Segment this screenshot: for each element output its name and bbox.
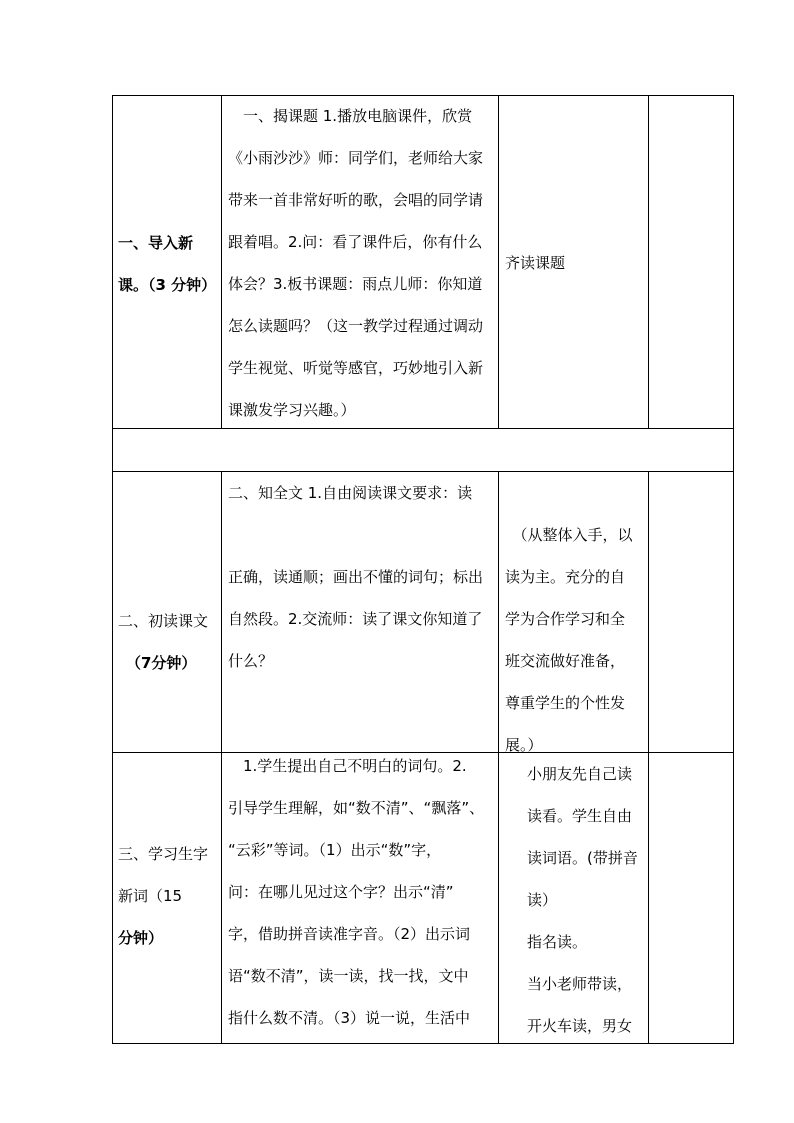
- activity-text: 语“数不清”，读一读，找一找，文中: [228, 967, 469, 985]
- student-text: （从整体入手，以: [505, 526, 633, 544]
- student-text: 读为主。充分的自: [505, 568, 626, 586]
- table-rule: [733, 95, 734, 1044]
- activity-text: 什么？: [228, 652, 274, 670]
- table-rule: [648, 95, 649, 428]
- student-text: 齐读课题: [505, 254, 566, 272]
- student-text: 开火车读，男女: [527, 1017, 633, 1035]
- lesson-plan-table: [112, 95, 734, 1044]
- blank-row: [118, 435, 728, 465]
- activity-cell: [228, 472, 494, 682]
- activity-text: 正确，读通顺；画出不懂的词句；标出: [228, 568, 484, 586]
- activity-text: 跟着唱。2.问：看了课件后，你有什么: [228, 233, 483, 251]
- stage-text: 课。（3 分钟）: [118, 276, 217, 294]
- table-rule: [112, 95, 113, 1044]
- table-rule: [498, 95, 499, 428]
- activity-text: 1.学生提出自己不明白的词句。2.: [228, 757, 467, 775]
- stage-text: （7分钟）: [126, 654, 197, 672]
- student-cell: [505, 514, 645, 766]
- activity-text: 字，借助拼音读准字音。（2）出示词: [228, 925, 471, 943]
- table-rule: [498, 471, 499, 1043]
- student-text: 尊重学生的个性发: [505, 694, 626, 712]
- student-text: 小朋友先自己读: [527, 765, 633, 783]
- activity-text: 二、知全文 1.自由阅读课文要求：读: [228, 484, 473, 502]
- activity-text: “云彩”等词。（1）出示“数”字，: [228, 841, 442, 859]
- student-text: 指名读。: [527, 933, 588, 951]
- activity-text: 怎么读题吗？（这一教学过程通过调动: [228, 317, 484, 335]
- student-text: 学为合作学习和全: [505, 610, 626, 628]
- table-rule: [648, 471, 649, 1043]
- student-text: 读词语。(带拼音: [527, 849, 638, 867]
- stage-text: 三、学习生字: [118, 845, 209, 863]
- student-text: 班交流做好准备，: [505, 652, 626, 670]
- activity-text: 问：在哪儿见过这个字？出示“清”: [228, 883, 454, 901]
- activity-text: 学生视觉、听觉等感官，巧妙地引入新: [228, 359, 484, 377]
- stage-cell: [118, 833, 218, 959]
- student-text: 展。）: [505, 736, 543, 754]
- activity-text: 自然段。2.交流师：读了课文你知道了: [228, 610, 483, 628]
- stage-text: 二、初读课文: [118, 612, 209, 630]
- activity-text: 指什么数不清。（3）说一说，生活中: [228, 1009, 471, 1027]
- activity-text: 体会？3.板书课题：雨点儿师：你知道: [228, 275, 483, 293]
- activity-text: 《小雨沙沙》师：同学们，老师给大家: [228, 149, 484, 167]
- activity-text: 一、揭课题 1.播放电脑课件，欣赏: [228, 107, 473, 125]
- table-rule: [221, 95, 222, 428]
- student-text: 当小老师带读，: [527, 975, 633, 993]
- student-text: 读）: [527, 891, 558, 909]
- activity-text: [228, 514, 494, 556]
- table-rule: [221, 471, 222, 1043]
- activity-cell: [228, 745, 494, 1039]
- stage-cell: [118, 222, 218, 306]
- stage-text: 新词（15: [118, 887, 183, 905]
- student-cell: [505, 242, 645, 284]
- activity-text: 带来一首非常好听的歌，会唱的同学请: [228, 191, 484, 209]
- stage-cell: [118, 600, 218, 684]
- activity-cell: [228, 95, 494, 431]
- stage-text: 分钟）: [118, 929, 164, 947]
- student-cell: [527, 753, 647, 1047]
- activity-text: 课激发学习兴趣。）: [228, 401, 356, 419]
- activity-text: 引导学生理解，如“数不清”、“飘落”、: [228, 799, 485, 817]
- stage-text: 一、导入新: [118, 234, 194, 252]
- student-text: 读看。学生自由: [527, 807, 633, 825]
